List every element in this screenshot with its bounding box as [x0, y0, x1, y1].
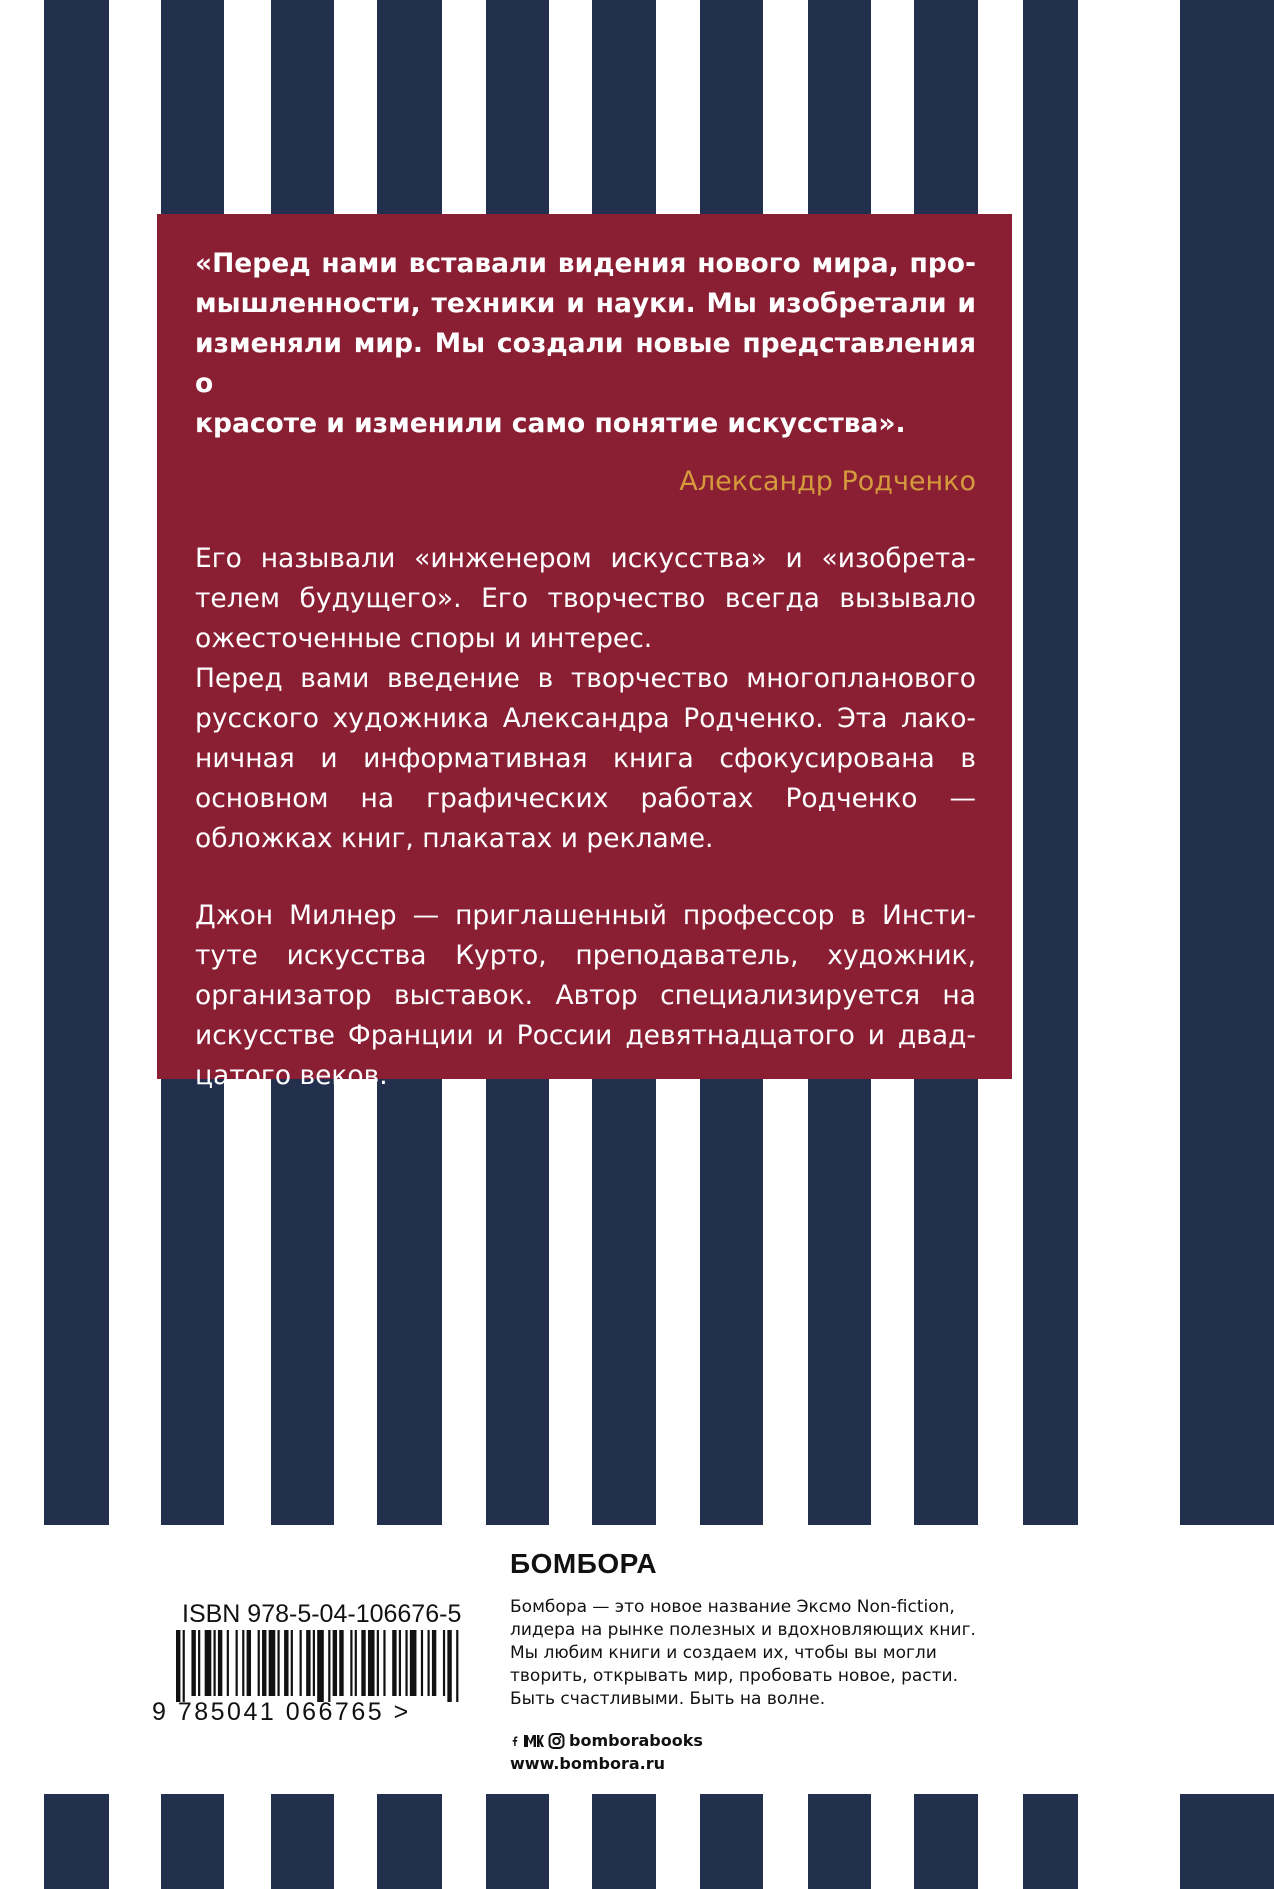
text-line: лидера на рынке полезных и вдохновляющих книг. [510, 1620, 976, 1640]
text-line: Мы любим книги и создаем их, чтобы вы могли [510, 1643, 937, 1663]
barcode [176, 1630, 465, 1702]
vk-icon[interactable] [524, 1733, 544, 1749]
description-paragraph [195, 659, 976, 859]
barcode-bar [421, 1630, 423, 1696]
quote-line: красоте и изменили само понятие искусства». [195, 408, 906, 439]
barcode-bar [300, 1630, 302, 1696]
barcode-bar [427, 1630, 429, 1696]
barcode-bar [405, 1630, 407, 1696]
barcode-bar [328, 1630, 330, 1702]
barcode-bar [291, 1630, 293, 1696]
text-line: Джон Милнер — приглашенный профессор в Инсти- [195, 900, 976, 931]
barcode-bar [432, 1630, 436, 1696]
barcode-bar [361, 1630, 365, 1696]
text-line: ожесточенные споры и интерес. [195, 623, 653, 654]
barcode-bar [339, 1630, 343, 1696]
text-line: Быть счастливыми. Быть на волне. [510, 1689, 826, 1709]
text-line: основном на графических работах Родченко — [195, 783, 976, 814]
quote-line: «Перед нами вставали видения нового мира, про- [195, 248, 976, 279]
website-link[interactable]: www.bombora.ru [510, 1754, 666, 1773]
barcode-bar [247, 1630, 251, 1696]
text-line: творить, открывать мир, пробовать новое, расти. [510, 1666, 958, 1686]
barcode-bar [377, 1630, 379, 1696]
barcode-bar [258, 1630, 260, 1696]
barcode-bar [410, 1630, 417, 1696]
publisher-logo: БОМБОРА [510, 1548, 658, 1579]
barcode-bar [392, 1630, 396, 1696]
quote-block [195, 244, 976, 444]
barcode-bar [333, 1630, 337, 1696]
barcode-bar [262, 1630, 266, 1696]
barcode-bar [313, 1630, 315, 1696]
text-line: ничная и информативная книга сфокусирована в [195, 743, 976, 774]
barcode-bar [355, 1630, 357, 1696]
barcode-bar [191, 1630, 195, 1696]
facebook-icon[interactable] [510, 1733, 520, 1749]
text-line: телем будущего». Его творчество всегда вызывало [195, 583, 976, 614]
instagram-icon[interactable] [548, 1733, 565, 1749]
barcode-bar [269, 1630, 276, 1696]
barcode-bar [317, 1630, 324, 1702]
barcode-bar [350, 1630, 352, 1696]
barcode-bar [176, 1630, 180, 1702]
text-line: искусстве Франции и России девятнадцатого и двад- [195, 1020, 976, 1051]
quote-line: изменяли мир. Мы создали новые представления о [195, 328, 976, 399]
barcode-bar [306, 1630, 310, 1696]
text-line: русского художника Александра Родченко. Эта лако- [195, 703, 976, 734]
text-line: организатор выставок. Автор специализируется на [195, 980, 976, 1011]
barcode-bar [183, 1630, 185, 1702]
barcode-bar [368, 1630, 375, 1696]
text-line: обложках книг, плакатах и рекламе. [195, 823, 714, 854]
barcode-bar [242, 1630, 244, 1696]
barcode-bar [456, 1630, 458, 1702]
barcode-bar [284, 1630, 288, 1696]
barcode-bar [443, 1630, 445, 1696]
social-links [510, 1731, 703, 1750]
barcode-bar [227, 1630, 229, 1696]
barcode-bar [277, 1630, 279, 1696]
text-line: цатого веков. [195, 1060, 388, 1091]
barcode-digits: 9 785041 066765 > [152, 1698, 411, 1726]
quote-author: Александр Родченко [679, 466, 976, 497]
barcode-bar [447, 1630, 451, 1702]
barcode-bar [218, 1630, 222, 1696]
text-line: Его называли «инженером искусства» и «изобрета- [195, 543, 976, 574]
quote-line: мышленности, техники и науки. Мы изобретали и [195, 288, 976, 319]
barcode-bar [399, 1630, 401, 1696]
isbn-label: ISBN 978-5-04-106676-5 [182, 1600, 462, 1628]
annotation-panel [157, 214, 1012, 1091]
barcode-bar [198, 1630, 200, 1696]
barcode-bar [214, 1630, 216, 1696]
barcode-bar [383, 1630, 385, 1696]
author-bio-paragraph [195, 896, 976, 1096]
text-line: туте искусства Курто, преподаватель, художник, [195, 940, 976, 971]
publisher-description [510, 1596, 1015, 1711]
description-paragraph [195, 539, 976, 659]
barcode-bar [236, 1630, 238, 1696]
text-line: Бомбора — это новое название Эксмо Non-fiction, [510, 1597, 955, 1617]
text-line: Перед вами введение в творчество многопланового [195, 663, 976, 694]
social-handle[interactable]: bomborabooks [569, 1731, 703, 1750]
barcode-bar [205, 1630, 212, 1696]
